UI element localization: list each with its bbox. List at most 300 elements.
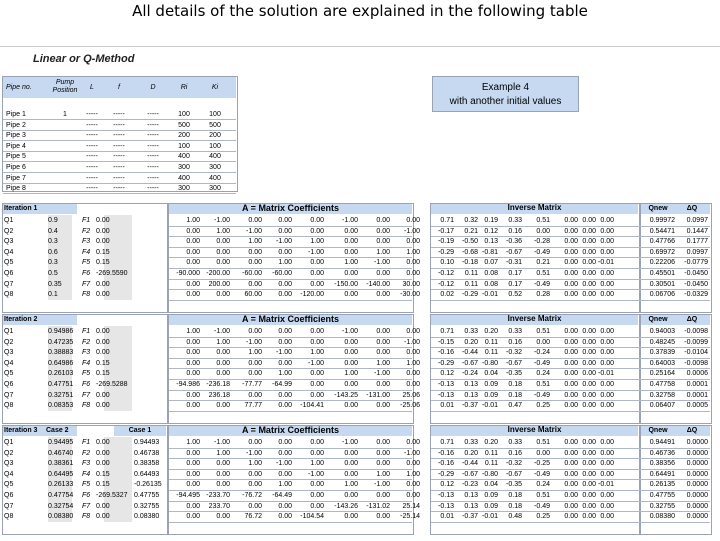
f-value: 0.15: [96, 259, 110, 267]
pipe-header-cell: Pump Position: [52, 79, 78, 94]
example-title: Example 4: [481, 82, 530, 93]
inverse-cell: 0.00: [582, 349, 596, 357]
matrix-cell: -25.14: [400, 513, 420, 521]
case-header: Case 1: [128, 427, 152, 434]
matrix-cell: 1.00: [344, 259, 358, 267]
qnew-value: 0.94491: [649, 439, 675, 446]
matrix-cell: -1.00: [404, 227, 420, 235]
inverse-cell: 0.10: [440, 259, 454, 267]
matrix-cell: 0.00: [376, 460, 390, 468]
matrix-cell: 0.00: [406, 381, 420, 388]
page-heading: All details of the solution are explained in the following table: [132, 2, 588, 20]
inverse-cell: 0.20: [484, 328, 498, 335]
f-label: F7: [82, 502, 91, 510]
matrix-cell: -104.54: [300, 513, 324, 521]
matrix-cell: 0.00: [376, 238, 390, 246]
matrix-cell: 0.00: [310, 370, 324, 378]
inverse-cell: 0.00: [600, 349, 614, 357]
matrix-cell: -120.00: [300, 291, 324, 299]
pipe-cell: 100: [209, 111, 221, 118]
matrix-cell: 0.00: [344, 338, 358, 346]
inverse-cell: 0.00: [582, 280, 596, 288]
inverse-row-divider: [431, 300, 710, 301]
matrix-cell: 0.00: [278, 359, 292, 367]
pipe-cell: -----: [86, 185, 98, 193]
q-value: 0.08353: [48, 402, 74, 410]
f-value: 0.00: [96, 291, 110, 299]
matrix-cell: 1.00: [310, 460, 324, 468]
matrix-cell: 0.00: [406, 460, 420, 468]
inverse-cell: 0.00: [600, 402, 614, 410]
inverse-cell: -0.29: [438, 470, 454, 478]
dq-value: -0.0779: [684, 259, 708, 267]
inverse-cell: 0.00: [582, 291, 596, 299]
pipe-cell: -----: [113, 142, 125, 150]
qnew-value: 0.30501: [649, 280, 675, 288]
inverse-cell: -0.44: [462, 349, 478, 357]
pipe-cell: 200: [209, 132, 221, 140]
dq-value: 0.0006: [686, 370, 708, 378]
matrix-cell: 1.00: [310, 238, 324, 246]
f-label: F2: [82, 449, 91, 457]
inverse-cell: 0.00: [564, 338, 578, 346]
pipe-cell: Pipe 7: [6, 174, 26, 182]
inverse-cell: 0.00: [564, 280, 578, 288]
dq-value: 0.0000: [686, 449, 708, 457]
matrix-cell: -60.00: [242, 270, 262, 277]
pipe-cell: -----: [86, 174, 98, 182]
f-value: 0.00: [96, 439, 110, 446]
matrix-cell: 0.00: [248, 439, 262, 446]
matrix-cell: -1.00: [276, 238, 292, 246]
matrix-cell: 0.00: [278, 513, 292, 521]
matrix-cell: 0.00: [310, 227, 324, 235]
inverse-cell: 0.00: [564, 328, 578, 335]
inverse-cell: 0.09: [484, 502, 498, 510]
pipe-cell: Pipe 1: [6, 111, 26, 118]
inverse-cell: -0.32: [506, 460, 522, 468]
matrix-cell: -1.00: [214, 217, 230, 224]
inverse-cell: -0.37: [462, 513, 478, 521]
inverse-cell: 0.33: [508, 439, 522, 446]
q-value: 0.9: [48, 217, 58, 224]
pipe-cell: -----: [86, 121, 98, 129]
inverse-cell: 0.00: [564, 270, 578, 277]
iteration-label: Iteration 3: [4, 427, 38, 434]
f-label: F5: [82, 370, 91, 378]
matrix-cell: 0.00: [344, 460, 358, 468]
qnew-title: Qnew: [648, 316, 668, 323]
inverse-cell: 0.17: [508, 270, 522, 277]
sheet-subtitle: Linear or Q-Method: [33, 53, 135, 65]
inverse-cell: 0.00: [564, 227, 578, 235]
pipe-cell: -----: [147, 142, 159, 150]
dq-value: -0.0450: [684, 280, 708, 288]
matrix-cell: 0.00: [216, 359, 230, 367]
inverse-cell: -0.01: [482, 402, 498, 410]
matrix-cell: 0.00: [248, 481, 262, 489]
inverse-cell: 0.09: [484, 381, 498, 388]
pipe-cell: Pipe 6: [6, 164, 26, 171]
matrix-cell: 0.00: [310, 270, 324, 277]
matrix-cell: 0.00: [186, 481, 200, 489]
inverse-cell: 0.33: [508, 217, 522, 224]
f-label: F1: [82, 217, 91, 224]
inverse-cell: -0.18: [462, 259, 478, 267]
matrix-cell: 0.00: [406, 439, 420, 446]
qnew-value: 0.94003: [649, 328, 675, 335]
matrix-cell: 233.70: [208, 502, 230, 510]
pipe-cell: 200: [178, 132, 190, 140]
matrix-cell: 0.00: [406, 492, 420, 499]
q-label: Q2: [4, 338, 14, 346]
inverse-cell: 0.00: [564, 439, 578, 446]
pipe-cell: 400: [209, 153, 221, 161]
inverse-cell: 0.00: [600, 227, 614, 235]
matrix-cell: 0.00: [344, 492, 358, 499]
matrix-cell: 0.00: [278, 470, 292, 478]
inverse-cell: 0.00: [600, 492, 614, 499]
matrix-cell: 0.00: [376, 349, 390, 357]
matrix-cell: 0.00: [278, 402, 292, 410]
matrix-title: A = Matrix Coefficients: [242, 425, 339, 435]
dq-value: 0.0000: [686, 439, 708, 446]
inverse-cell: -0.36: [506, 238, 522, 246]
matrix-cell: -90.000: [176, 270, 200, 277]
q-value: 0.64495: [48, 470, 74, 478]
inverse-cell: 0.01: [440, 513, 454, 521]
matrix-cell: -104.41: [300, 402, 324, 410]
inverse-title: Inverse Matrix: [507, 314, 562, 323]
inverse-cell: 0.12: [440, 370, 454, 378]
f-label: F2: [82, 227, 91, 235]
matrix-cell: 0.00: [216, 291, 230, 299]
matrix-cell: -94.986: [176, 381, 200, 388]
matrix-cell: 77.77: [244, 402, 262, 410]
matrix-cell: -140.00: [366, 280, 390, 288]
inverse-cell: 0.24: [536, 481, 550, 489]
pipe-cell: -----: [86, 132, 98, 140]
matrix-cell: 0.00: [216, 238, 230, 246]
q-value: 0.5: [48, 270, 58, 277]
inverse-cell: 0.16: [508, 449, 522, 457]
inverse-cell: -0.23: [462, 481, 478, 489]
inverse-cell: -0.29: [462, 291, 478, 299]
inverse-cell: 0.51: [536, 328, 550, 335]
matrix-cell: 0.00: [376, 338, 390, 346]
inverse-cell: -0.67: [506, 359, 522, 367]
matrix-cell: 0.00: [278, 227, 292, 235]
f-label: F5: [82, 259, 91, 267]
matrix-cell: 1.00: [216, 449, 230, 457]
matrix-cell: 1.00: [278, 259, 292, 267]
f-label: F7: [82, 280, 91, 288]
qnew-value: 0.06407: [649, 402, 675, 410]
matrix-cell: 0.00: [376, 270, 390, 277]
q-value: 0.6: [48, 248, 58, 256]
pipe-cell: 1: [63, 111, 67, 118]
q-label: Q7: [4, 502, 14, 510]
matrix-cell: 1.00: [278, 481, 292, 489]
inverse-cell: -0.32: [506, 349, 522, 357]
inverse-cell: 0.51: [536, 381, 550, 388]
inverse-cell: 0.00: [600, 439, 614, 446]
dq-value: -0.0098: [684, 328, 708, 335]
q-value: 0.32751: [48, 391, 74, 399]
pipe-cell: Pipe 3: [6, 132, 26, 140]
inverse-cell: 0.00: [582, 227, 596, 235]
matrix-cell: -200.00: [206, 270, 230, 277]
inverse-cell: -0.50: [462, 238, 478, 246]
inverse-cell: 0.00: [582, 402, 596, 410]
qnew-value: 0.64491: [649, 470, 675, 478]
matrix-cell: 0.00: [344, 349, 358, 357]
matrix-cell: 0.00: [376, 381, 390, 388]
matrix-cell: 0.00: [186, 238, 200, 246]
matrix-cell: -1.00: [342, 328, 358, 335]
f-value: 0.00: [96, 227, 110, 235]
matrix-cell: 76.72: [244, 513, 262, 521]
matrix-cell: 0.00: [186, 513, 200, 521]
inverse-cell: -0.35: [506, 481, 522, 489]
inverse-cell: 0.08: [484, 270, 498, 277]
matrix-cell: -94.495: [176, 492, 200, 499]
matrix-cell: 1.00: [186, 328, 200, 335]
matrix-cell: 0.00: [248, 359, 262, 367]
inverse-cell: -0.49: [534, 470, 550, 478]
inverse-cell: 0.18: [508, 502, 522, 510]
f-value: 0.00: [96, 502, 110, 510]
inverse-cell: 0.07: [484, 259, 498, 267]
f-value: 0.00: [96, 349, 110, 357]
qnew-value: 0.45501: [649, 270, 675, 277]
inverse-cell: 0.00: [536, 227, 550, 235]
matrix-cell: 0.00: [310, 280, 324, 288]
matrix-cell: 0.00: [186, 280, 200, 288]
matrix-cell: -64.99: [272, 381, 292, 388]
inverse-cell: 0.00: [600, 248, 614, 256]
dq-value: -0.0329: [684, 291, 708, 299]
matrix-cell: 0.00: [344, 248, 358, 256]
inverse-cell: -0.29: [438, 359, 454, 367]
q-value: 0.1: [48, 291, 58, 299]
matrix-cell: 1.00: [376, 359, 390, 367]
inverse-cell: 0.16: [508, 338, 522, 346]
qnew-value: 0.64003: [649, 359, 675, 367]
dq-value: -0.0450: [684, 270, 708, 277]
inverse-cell: 0.00: [564, 492, 578, 499]
inverse-cell: -0.67: [462, 359, 478, 367]
pipe-cell: -----: [147, 111, 159, 118]
pipe-cell: 400: [209, 174, 221, 182]
inverse-cell: 0.12: [440, 481, 454, 489]
case1-value: 0.08380: [134, 513, 160, 521]
qnew-value: 0.99972: [649, 217, 675, 224]
inverse-cell: -0.67: [506, 470, 522, 478]
matrix-cell: -1.00: [246, 227, 262, 235]
matrix-cell: 0.00: [376, 449, 390, 457]
f-value: 0.15: [96, 470, 110, 478]
matrix-cell: -131.00: [366, 391, 390, 399]
matrix-cell: 0.00: [278, 449, 292, 457]
matrix-cell: -1.00: [404, 338, 420, 346]
matrix-cell: 0.00: [248, 259, 262, 267]
inverse-cell: 0.00: [564, 349, 578, 357]
inverse-cell: 0.00: [600, 280, 614, 288]
pipe-cell: -----: [147, 132, 159, 140]
q-value: 0.94495: [48, 439, 74, 446]
inverse-cell: -0.49: [534, 391, 550, 399]
matrix-cell: 1.00: [344, 481, 358, 489]
case1-value: 0.94493: [134, 439, 160, 446]
inverse-cell: 0.20: [484, 439, 498, 446]
inverse-row-divider: [431, 411, 710, 412]
matrix-cell: 0.00: [216, 460, 230, 468]
q-value: 0.3: [48, 259, 58, 267]
matrix-cell: -1.00: [342, 439, 358, 446]
pipe-cell: -----: [113, 111, 125, 118]
dq-value: 0.0000: [686, 481, 708, 489]
matrix-cell: 1.00: [406, 248, 420, 256]
inverse-cell: 0.47: [508, 402, 522, 410]
f-value: 0.15: [96, 370, 110, 378]
inverse-cell: 0.00: [564, 449, 578, 457]
inverse-cell: 0.20: [464, 338, 478, 346]
inverse-cell: 0.00: [564, 370, 578, 378]
pipe-cell: 100: [178, 142, 190, 150]
case1-value: -0.26135: [134, 481, 162, 489]
inverse-cell: 0.51: [536, 439, 550, 446]
inverse-cell: 0.00: [582, 492, 596, 499]
qnew-title: Qnew: [648, 427, 668, 434]
inverse-cell: 0.51: [536, 492, 550, 499]
f-label: F8: [82, 291, 91, 299]
f-label: F8: [82, 513, 91, 521]
q-label: Q3: [4, 238, 14, 246]
dq-value: 0.1447: [686, 227, 708, 235]
case1-value: 0.32755: [134, 502, 160, 510]
matrix-cell: 0.00: [344, 470, 358, 478]
qnew-value: 0.06706: [649, 291, 675, 299]
inverse-cell: 0.00: [564, 217, 578, 224]
matrix-cell: 0.00: [310, 381, 324, 388]
inverse-cell: -0.24: [462, 370, 478, 378]
dq-value: -0.0098: [684, 359, 708, 367]
inverse-cell: 0.00: [564, 513, 578, 521]
q-label: Q4: [4, 248, 14, 256]
dq-value: 0.0001: [686, 381, 708, 388]
inverse-cell: 0.52: [508, 291, 522, 299]
inverse-cell: 0.11: [484, 349, 498, 357]
inverse-cell: -0.17: [438, 227, 454, 235]
inverse-cell: 0.00: [600, 270, 614, 277]
inverse-cell: -0.12: [438, 280, 454, 288]
pipe-cell: 400: [178, 174, 190, 182]
matrix-cell: 0.00: [344, 449, 358, 457]
q-label: Q8: [4, 402, 14, 410]
inverse-cell: -0.01: [598, 481, 614, 489]
inverse-cell: -0.16: [438, 349, 454, 357]
inverse-cell: -0.49: [534, 502, 550, 510]
inverse-cell: 0.20: [464, 449, 478, 457]
matrix-cell: -143.26: [334, 502, 358, 510]
inverse-cell: 0.00: [536, 338, 550, 346]
case1-value: 0.47755: [134, 492, 160, 499]
pipe-cell: Pipe 4: [6, 142, 26, 150]
matrix-cell: 0.00: [216, 513, 230, 521]
matrix-cell: 0.00: [406, 259, 420, 267]
q-label: Q7: [4, 391, 14, 399]
matrix-cell: -1.00: [276, 349, 292, 357]
q-value: 0.47754: [48, 492, 74, 499]
inverse-cell: 0.12: [484, 227, 498, 235]
matrix-cell: -1.00: [374, 259, 390, 267]
q-value: 0.08380: [48, 513, 74, 521]
f-value: 0.00: [96, 402, 110, 410]
iteration-label: Iteration 1: [4, 205, 38, 212]
matrix-cell: -236.18: [206, 381, 230, 388]
pipe-cell: 300: [209, 164, 221, 171]
inverse-cell: -0.29: [438, 248, 454, 256]
pipe-header-cell: D: [150, 84, 156, 91]
f-value: -269.5288: [96, 381, 128, 388]
inverse-cell: 0.09: [484, 391, 498, 399]
inverse-title: Inverse Matrix: [507, 203, 562, 212]
matrix-cell: 1.00: [186, 439, 200, 446]
pipe-cell: -----: [86, 164, 98, 171]
matrix-cell: 0.00: [248, 217, 262, 224]
inverse-cell: 0.00: [582, 381, 596, 388]
qnew-value: 0.38356: [649, 460, 675, 468]
q-label: Q4: [4, 359, 14, 367]
inverse-cell: 0.21: [536, 259, 550, 267]
pipe-cell: -----: [113, 132, 125, 140]
matrix-cell: 0.00: [376, 402, 390, 410]
matrix-cell: 0.00: [278, 217, 292, 224]
matrix-cell: 0.00: [344, 381, 358, 388]
matrix-cell: 0.00: [376, 328, 390, 335]
matrix-cell: 0.00: [310, 259, 324, 267]
matrix-cell: 0.00: [310, 217, 324, 224]
matrix-cell: 0.00: [406, 328, 420, 335]
inverse-cell: -0.67: [506, 248, 522, 256]
matrix-cell: 0.00: [344, 238, 358, 246]
q-label: Q1: [4, 217, 14, 224]
inverse-cell: 0.00: [564, 238, 578, 246]
f-label: F3: [82, 349, 91, 357]
inverse-cell: 0.00: [582, 248, 596, 256]
f-label: F6: [82, 270, 91, 277]
qnew-value: 0.37839: [649, 349, 675, 357]
inverse-cell: 0.00: [564, 259, 578, 267]
inverse-cell: 0.24: [536, 370, 550, 378]
matrix-cell: 0.00: [186, 460, 200, 468]
inverse-cell: 0.51: [536, 217, 550, 224]
inverse-cell: -0.24: [534, 349, 550, 357]
pipe-header-cell: Ki: [211, 84, 219, 91]
inverse-cell: 0.00: [564, 481, 578, 489]
qnew-title: Qnew: [648, 205, 668, 212]
q-label: Q1: [4, 328, 14, 335]
matrix-cell: 0.00: [310, 338, 324, 346]
q-value: 0.38883: [48, 349, 74, 357]
inverse-cell: -0.01: [598, 370, 614, 378]
inverse-cell: 0.00: [536, 449, 550, 457]
inverse-cell: -0.01: [598, 259, 614, 267]
matrix-cell: -1.00: [276, 460, 292, 468]
matrix-cell: 1.00: [186, 217, 200, 224]
inverse-cell: 0.28: [536, 291, 550, 299]
